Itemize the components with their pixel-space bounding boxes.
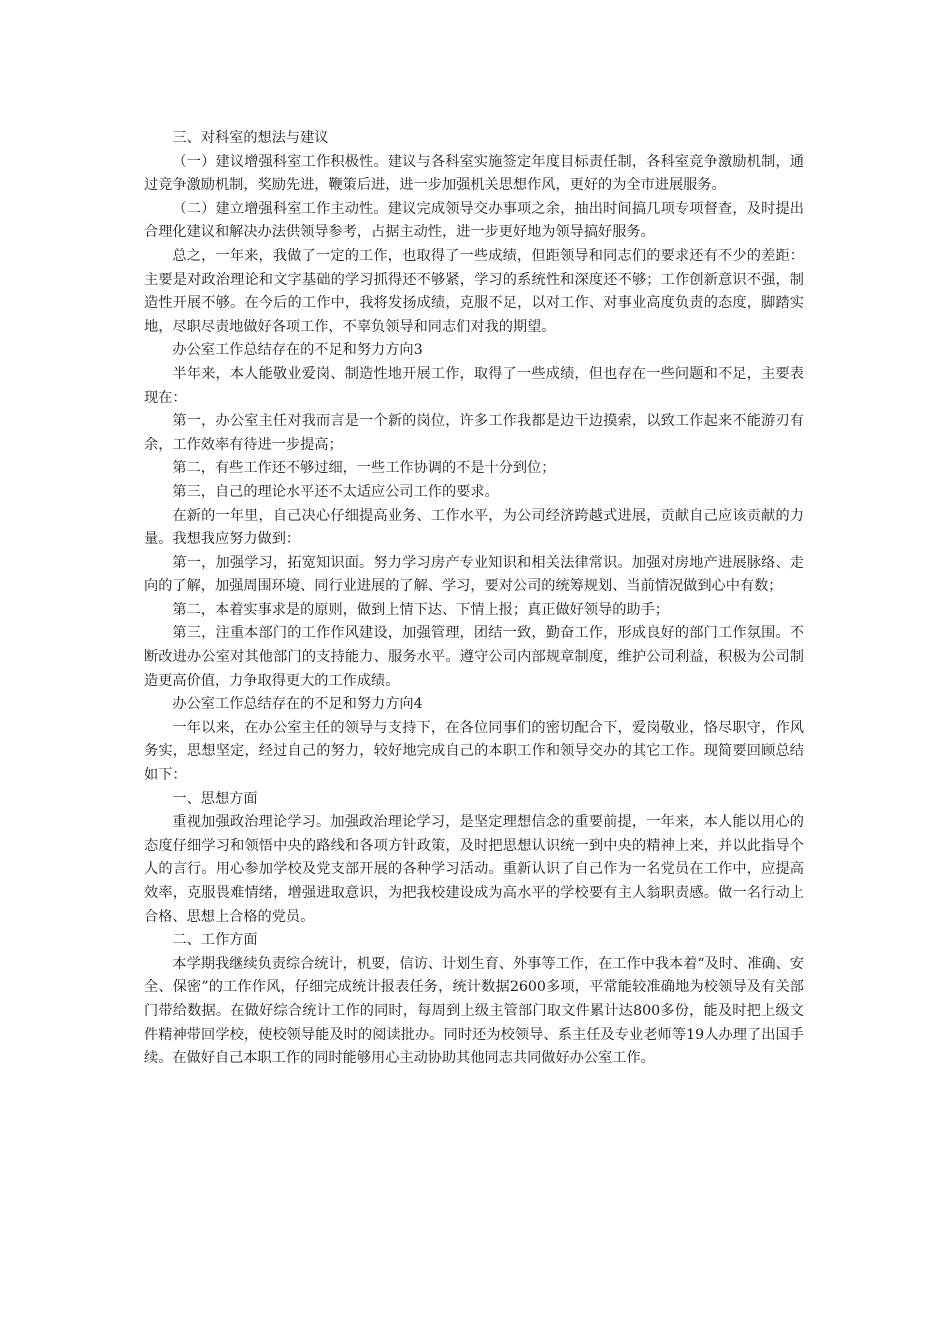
- paragraph-first-effort: 第一，加强学习，拓宽知识面。努力学习房产专业知识和相关法律常识。加强对房地产进展脉络、走向的了解，加强周围环境、同行业进展的了解、学习，要对公司的统筹规划、当前情况做到心中有数；: [144, 554, 804, 595]
- paragraph-suggestion-1: （一）建议增强科室工作积极性。建议与各科室实施签定年度目标责任制，各科室竞争激励机制，通过竞争激励机制，奖励先进，鞭策后进，进一步加强机关思想作风，更好的为全市进展服务。: [144, 153, 804, 194]
- section-heading-suggestions: 三、对科室的想法与建议: [172, 130, 329, 146]
- section-heading-thought: 一、思想方面: [172, 790, 258, 807]
- paragraph-thought: 重视加强政治理论学习。加强政治理论学习，是坚定理想信念的重要前提，一年来，本人能以用心的态度仔细学习和领悟中央的路线和各项方针政策，及时把思想认识统一到中央的精神上来，并以此指导个人的言行。用心参加学校及党支部开展的各种学习活动。重新认识了自己作为一名党员在工作中，应提高效率，克服畏难情绪，增强进取意识，为把我校建设成为高水平的学校要有主人翁职责感。做一名行动上合格、思想上合格的党员。: [144, 814, 804, 925]
- paragraph-new-year: 在新的一年里，自己决心仔细提高业务、工作水平，为公司经济跨越式进展，贡献自己应该贡献的力量。我想我应努力做到：: [144, 507, 804, 548]
- paragraph-first-issue: 第一，办公室主任对我而言是一个新的岗位，许多工作我都是边干边摸索，以致工作起来不能游刃有余，工作效率有待进一步提高；: [144, 413, 804, 453]
- paragraph-one-year: 一年以来，在办公室主任的领导与支持下，在各位同事们的密切配合下，爱岗敬业，恪尽职守，作风务实，思想坚定，经过自己的努力，较好地完成自己的本职工作和领导交办的其它工作。现简要回顾总结如下：: [144, 719, 804, 784]
- paragraph-third-effort: 第三，注重本部门的工作作风建设，加强管理，团结一致，勤奋工作，形成良好的部门工作氛围。不断改进办公室对其他部门的支持能力、服务水平。遵守公司内部规章制度，维护公司利益，积极为公司制造更高价值，力争取得更大的工作成绩。: [144, 625, 804, 689]
- paragraph-half-year: 半年来，本人能敬业爱岗、制造性地开展工作，取得了一些成绩，但也存在一些问题和不足，主要表现在：: [144, 365, 804, 406]
- section-title-4: 办公室工作总结存在的不足和努力方向4: [172, 696, 423, 713]
- paragraph-third-issue: 第三，自己的理论水平还不太适应公司工作的要求。: [172, 483, 499, 500]
- document-page: [144, 127, 804, 1071]
- section-title-3: 办公室工作总结存在的不足和努力方向3: [172, 342, 423, 359]
- paragraph-second-issue: 第二，有些工作还不够过细，一些工作协调的不是十分到位；: [172, 460, 556, 477]
- section-heading-work: 二、工作方面: [172, 932, 258, 949]
- paragraph-second-effort: 第二，本着实事求是的原则，做到上情下达、下情上报；真正做好领导的助手；: [172, 601, 669, 618]
- paragraph-work: 本学期我继续负责综合统计，机要，信访、计划生育、外事等工作，在工作中我本着“及时、准确、安全、保密”的工作作风，仔细完成统计报表任务，统计数据2600多项，平常能较准确地为校领导及有关部门带给数据。在做好综合统计工作的同时，每周到上级主管部门取文件累计达800多份，能及时把上级文件精神带回学校，使校领导能及时的阅读批办。同时还为校领导、系主任及专业老师等19人办理了出国手续。在做好自己本职工作的同时能够用心主动协助其他同志共同做好办公室工作。: [144, 955, 804, 1067]
- paragraph-suggestion-2: （二）建立增强科室工作主动性。建议完成领导交办事项之余，抽出时间搞几项专项督查，及时提出合理化建议和解决办法供领导参考，占据主动性，进一步更好地为领导搞好服务。: [144, 200, 804, 241]
- paragraph-summary: 总之，一年来，我做了一定的工作，也取得了一些成绩，但距领导和同志们的要求还有不少的差距：主要是对政治理论和文字基础的学习抓得还不够紧，学习的系统性和深度还不够；工作创新意识不强，制造性开展不够。在今后的工作中，我将发扬成绩，克服不足，以对工作、对事业高度负责的态度，脚踏实地，尽职尽责地做好各项工作，不辜负领导和同志们对我的期望。: [144, 247, 804, 335]
